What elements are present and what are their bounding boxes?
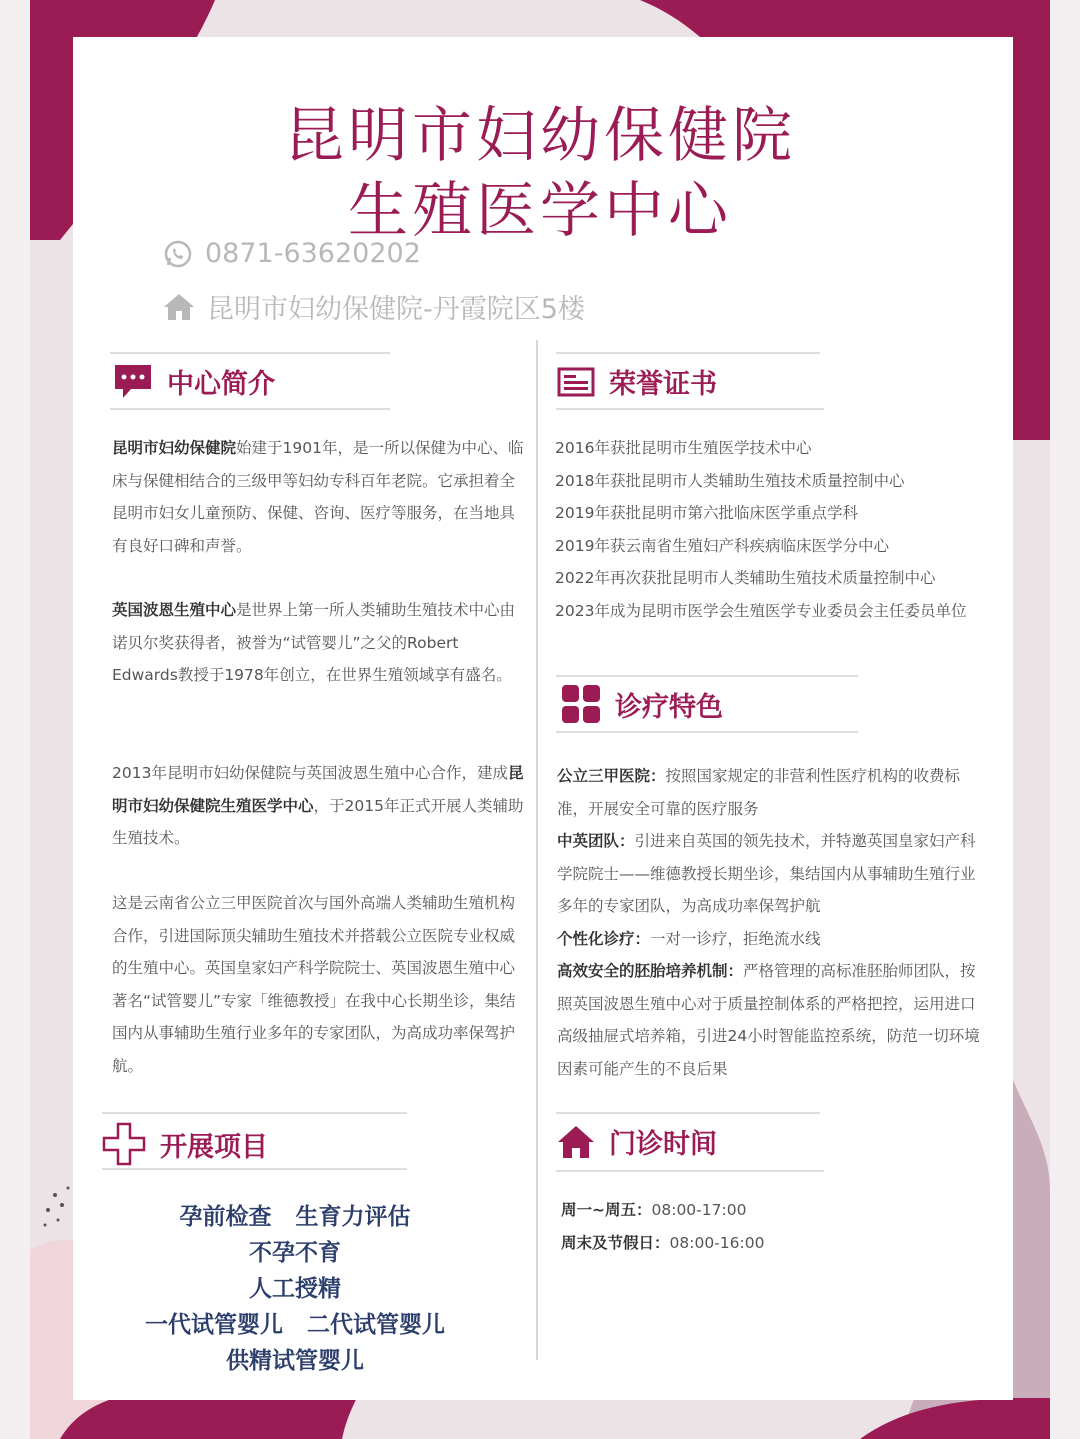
hours-weekend xyxy=(561,1227,991,1260)
rule xyxy=(556,731,858,733)
rule xyxy=(110,352,390,354)
list-item: 2018年获批昆明市人类辅助生殖技术质量控制中心 xyxy=(555,471,905,490)
features-heading xyxy=(561,684,723,724)
feature-1-text: 按照国家规定的非营利性医疗机构的收费标准，开展安全可靠的医疗服务 xyxy=(557,767,961,818)
honors-heading xyxy=(557,362,717,401)
address-text: 昆明市妇幼保健院-丹霞院区5楼 xyxy=(207,294,585,325)
intro-p1-bold: 昆明市妇幼保健院 xyxy=(112,439,237,457)
hours-body xyxy=(561,1194,991,1259)
honors-heading-label: 荣誉证书 xyxy=(609,369,717,400)
rule xyxy=(556,675,858,677)
feature-1 xyxy=(557,760,985,825)
medical-cross-icon xyxy=(102,1122,146,1166)
rule xyxy=(102,1168,407,1170)
features-body xyxy=(557,760,985,1085)
hours-weekend-value: 08:00-16:00 xyxy=(669,1233,765,1252)
whatsapp-icon xyxy=(163,239,193,269)
services-heading xyxy=(102,1122,268,1166)
feature-3 xyxy=(557,923,985,956)
hours-heading xyxy=(557,1122,717,1161)
hours-weekday-value: 08:00-17:00 xyxy=(651,1201,747,1219)
rule xyxy=(110,408,390,410)
hours-weekend-label: 周末及节假日： xyxy=(561,1233,670,1252)
page-title-line2: 生殖医学中心 xyxy=(348,176,732,246)
home-icon xyxy=(163,292,195,322)
phone-number[interactable]: 0871-63620202 xyxy=(205,238,421,269)
service-item: 生育力评估 xyxy=(295,1204,411,1230)
services-row xyxy=(100,1199,490,1235)
list-item: 2019年获批昆明市第六批临床医学重点学科 xyxy=(555,504,858,522)
chat-bubble-icon xyxy=(113,363,153,401)
hours-weekday-label: 周一~周五： xyxy=(561,1201,652,1219)
service-item: 供精试管婴儿 xyxy=(226,1348,364,1374)
service-item: 一代试管婴儿 xyxy=(145,1312,283,1338)
intro-heading xyxy=(113,362,275,401)
intro-paragraph-3 xyxy=(112,757,524,855)
page-title-line1: 昆明市妇幼保健院 xyxy=(284,101,796,171)
intro-p2-bold: 英国波恩生殖中心 xyxy=(112,601,237,619)
service-item: 不孕不育 xyxy=(249,1240,341,1266)
feature-2-label: 中英团队： xyxy=(557,832,635,850)
rule xyxy=(556,1170,824,1172)
feature-3-text: 一对一诊疗，拒绝流水线 xyxy=(650,929,821,948)
feature-3-label: 个性化诊疗： xyxy=(557,929,651,948)
services-heading-label: 开展项目 xyxy=(160,1131,268,1163)
feature-4 xyxy=(557,955,985,1085)
list-item: 2022年再次获批昆明市人类辅助生殖技术质量控制中心 xyxy=(555,569,936,587)
intro-p1-text: 始建于1901年，是一所以保健为中心、临床与保健相结合的三级甲等妇幼专科百年老院。它承担着全昆明市妇女儿童预防、保健、咨询、医疗等服务，在当地具有良好口碑和声誉。 xyxy=(112,439,524,555)
service-item: 二代试管婴儿 xyxy=(307,1312,445,1338)
feature-4-text: 严格管理的高标准胚胎师团队，按照英国波恩生殖中心对于质量控制体系的严格把控，运用进口高级抽屉式培养箱，引进24小时智能监控系统，防范一切环境因素可能产生的不良后果 xyxy=(557,962,980,1078)
feature-2-text: 引进来自英国的领先技术，并特邀英国皇家妇产科学院院士——维德教授长期坐诊，集结国内从事辅助生殖行业多年的专家团队，为高成功率保驾护航 xyxy=(557,832,976,915)
services-list xyxy=(100,1199,490,1379)
phone-row xyxy=(163,238,421,269)
rule xyxy=(556,408,824,410)
rule xyxy=(556,1112,820,1114)
grid-icon xyxy=(561,684,601,724)
features-heading-label: 诊疗特色 xyxy=(615,691,723,723)
service-item: 孕前检查 xyxy=(179,1204,272,1230)
list-item: 2019年获云南省生殖妇产科疾病临床医学分中心 xyxy=(555,536,889,555)
house-icon xyxy=(557,1124,595,1160)
hours-heading-label: 门诊时间 xyxy=(609,1129,717,1160)
intro-p2-text: 是世界上第一所人类辅助生殖技术中心由诺贝尔奖获得者，被誉为“试管婴儿”之父的Robert Edwards教授于1978年创立，在世界生殖领域享有盛名。 xyxy=(112,601,516,684)
feature-4-label: 高效安全的胚胎培养机制： xyxy=(557,962,744,980)
intro-heading-label: 中心简介 xyxy=(167,369,275,400)
feature-2 xyxy=(557,825,985,923)
honors-list xyxy=(555,432,1025,627)
rule xyxy=(102,1112,407,1114)
intro-p3-bold: 昆明市妇幼保健院生殖医学中心 xyxy=(112,764,524,815)
intro-paragraph-4: 这是云南省公立三甲医院首次与国外高端人类辅助生殖机构合作，引进国际顶尖辅助生殖技术并搭载公立医院专业权威的生殖中心。英国皇家妇产科学院院士、英国波恩生殖中心著名“试管婴儿”专家「维德教授」在我中心长期坐诊，集结国内从事辅助生殖行业多年的专家团队，为高成功率保驾护航。 xyxy=(112,894,516,1075)
rule xyxy=(556,352,820,354)
hours-weekday xyxy=(561,1194,991,1227)
list-item: 2016年获批昆明市生殖医学技术中心 xyxy=(555,439,812,457)
certificate-icon xyxy=(557,365,595,399)
column-divider xyxy=(536,340,538,1360)
intro-paragraph-2 xyxy=(112,594,524,692)
feature-1-label: 公立三甲医院： xyxy=(557,767,666,785)
list-item: 2023年成为昆明市医学会生殖医学专业委员会主任委员单位 xyxy=(555,601,967,620)
intro-paragraph-1 xyxy=(112,432,524,562)
address-row xyxy=(163,287,585,326)
intro-p3-post: ，于2015年正式开展人类辅助生殖技术。 xyxy=(112,796,524,847)
services-row xyxy=(100,1307,490,1343)
intro-p3-pre: 2013年昆明市妇幼保健院与英国波恩生殖中心合作，建成 xyxy=(112,764,508,782)
service-item: 人工授精 xyxy=(249,1276,341,1302)
